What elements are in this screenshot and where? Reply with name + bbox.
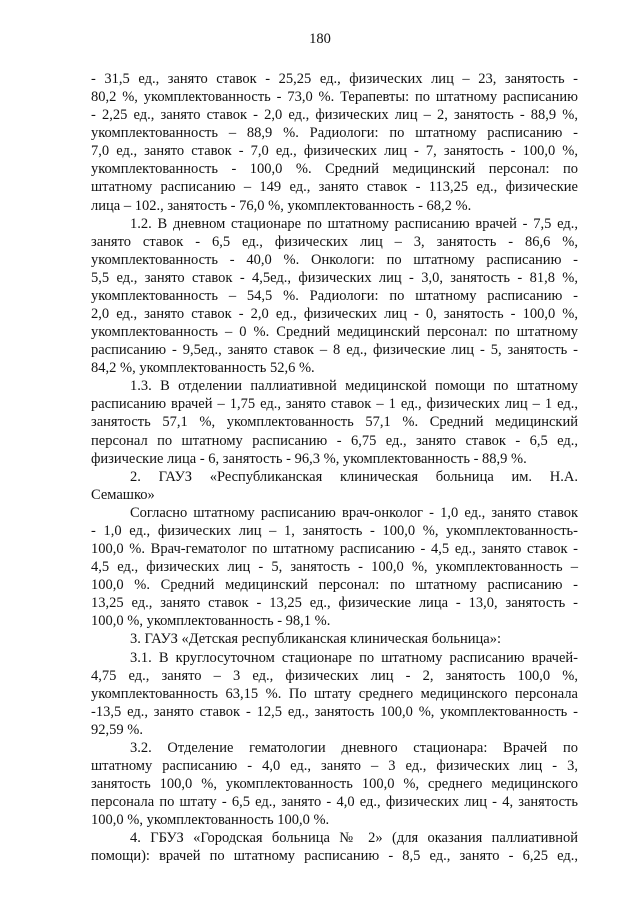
text-line: 100,0 %, укомплектованность - 98,1 %. [91,613,331,630]
text-line: 7,0 ед., занято ставок - 7,0 ед., физических лиц - 7, занятость - 100,0 %, [91,143,578,160]
text-line: 100,0 %. Врач-гематолог по штатному расписанию - 4,5 ед., занято ставок - [91,541,578,558]
text-line: штатному расписанию – 149 ед., занято ставок - 113,25 ед., физические [91,179,578,196]
text-line: занятость 100,0 %, укомплектованность 100,0 %, среднего медицинского [91,776,578,793]
text-line: 4,5 ед., физических лиц - 5, занятость - 100,0 %, укомплектованность – [91,559,578,576]
text-line: 2,0 ед., занято ставок - 2,0 ед., физических лиц - 0, занятость - 100,0 %, [91,306,578,323]
text-line: занято ставок - 6,5 ед., физических лиц – 3, занятость - 86,6 %, [91,233,578,250]
text-line: физические лица - 6, занятость - 96,3 %, укомплектованность - 88,9 %. [91,450,527,467]
text-line: - 2,25 ед., занято ставок - 2,0 ед., физических лиц – 2, занятость - 88,9 %, [91,107,578,124]
text-line: - 31,5 ед., занято ставок - 25,25 ед., физических лиц – 23, занятость - [91,71,578,87]
page-number: 180 [309,31,331,47]
text-line: 100,0 %. Средний медицинский персонал: по штатному расписанию - [91,577,578,594]
text-line: лица – 102., занятость - 76,0 %, укомплектованность - 68,2 %. [91,197,472,214]
text-line: Семашко» [91,486,155,503]
text-line: 84,2 %, укомплектованность 52,6 %. [91,360,315,377]
text-line: -13,5 ед., занято ставок - 12,5 ед., занятость 100,0 %, укомплектованность - [91,703,578,720]
text-line: укомплектованность – 0 %. Средний медицинский персонал: по штатному [91,324,578,341]
text-line: укомплектованность 63,15 %. По штату среднего медицинского персонала [91,685,578,702]
text-line: 3.2. Отделение гематологии дневного стационара: Врачей по [130,739,578,756]
document-body [91,70,578,865]
text-line: расписанию - 9,5ед., занято ставок – 8 ед., физические лиц - 5, занятость - [91,342,578,359]
text-line: расписанию врачей – 1,75 ед., занято ставок – 1 ед., физических лиц – 1 ед., [91,396,578,413]
text-line: 3.1. В круглосуточном стационаре по штатному расписанию врачей- [130,649,578,666]
text-line: 1.3. В отделении паллиативной медицинской помощи по штатному [130,378,578,395]
text-line: 13,25 ед., занято ставок - 13,25 ед., физические лица - 13,0, занятость - [91,595,578,612]
text-line: персонал по штатному расписанию - 6,75 ед., занято ставок - 6,5 ед., [91,432,578,449]
text-line: 4,75 ед., занято – 3 ед., физических лиц - 2, занятость 100,0 %, [91,667,578,684]
text-line: занятость 57,1 %, укомплектованность 57,1 %. Средний медицинский [91,414,578,431]
text-line: штатному расписанию - 4,0 ед., занято – 3 ед., физических лиц - 3, [91,757,578,774]
text-line: 92,59 %. [91,721,143,738]
text-line: 3. ГАУЗ «Детская республиканская клиническая больница»: [130,631,501,648]
text-line: укомплектованность – 88,9 %. Радиологи: по штатному расписанию - [91,125,578,142]
text-line: 2. ГАУЗ «Республиканская клиническая больница им. Н.А. [130,468,578,485]
text-line: укомплектованность - 40,0 %. Онкологи: по штатному расписанию - [91,251,578,268]
text-line: помощи): врачей по штатному расписанию - 8,5 ед., занято - 6,25 ед., [91,848,578,865]
text-line: 1.2. В дневном стационаре по штатному расписанию врачей - 7,5 ед., [130,215,578,232]
text-line: персонала по штату - 6,5 ед., занято - 4,0 ед., физических лиц - 4, занятость [91,794,578,811]
text-line: Согласно штатному расписанию врач-онколог - 1,0 ед., занято ставок [130,504,578,521]
text-line: укомплектованность - 100,0 %. Средний медицинский персонал: по [91,161,578,178]
text-line: укомплектованность – 54,5 %. Радиологи: по штатному расписанию - [91,287,578,304]
text-line: 80,2 %, укомплектованность - 73,0 %. Терапевты: по штатному расписанию [91,89,578,106]
text-line: 100,0 %, укомплектованность 100,0 %. [91,812,330,829]
text-line: - 1,0 ед., физических лиц – 1, занятость - 100,0 %, укомплектованность- [91,522,578,539]
text-line: 5,5 ед., занято ставок - 4,5ед., физических лиц - 3,0, занятость - 81,8 %, [91,269,578,286]
text-line: 4. ГБУЗ «Городская больница № 2» (для оказания паллиативной [130,830,578,847]
